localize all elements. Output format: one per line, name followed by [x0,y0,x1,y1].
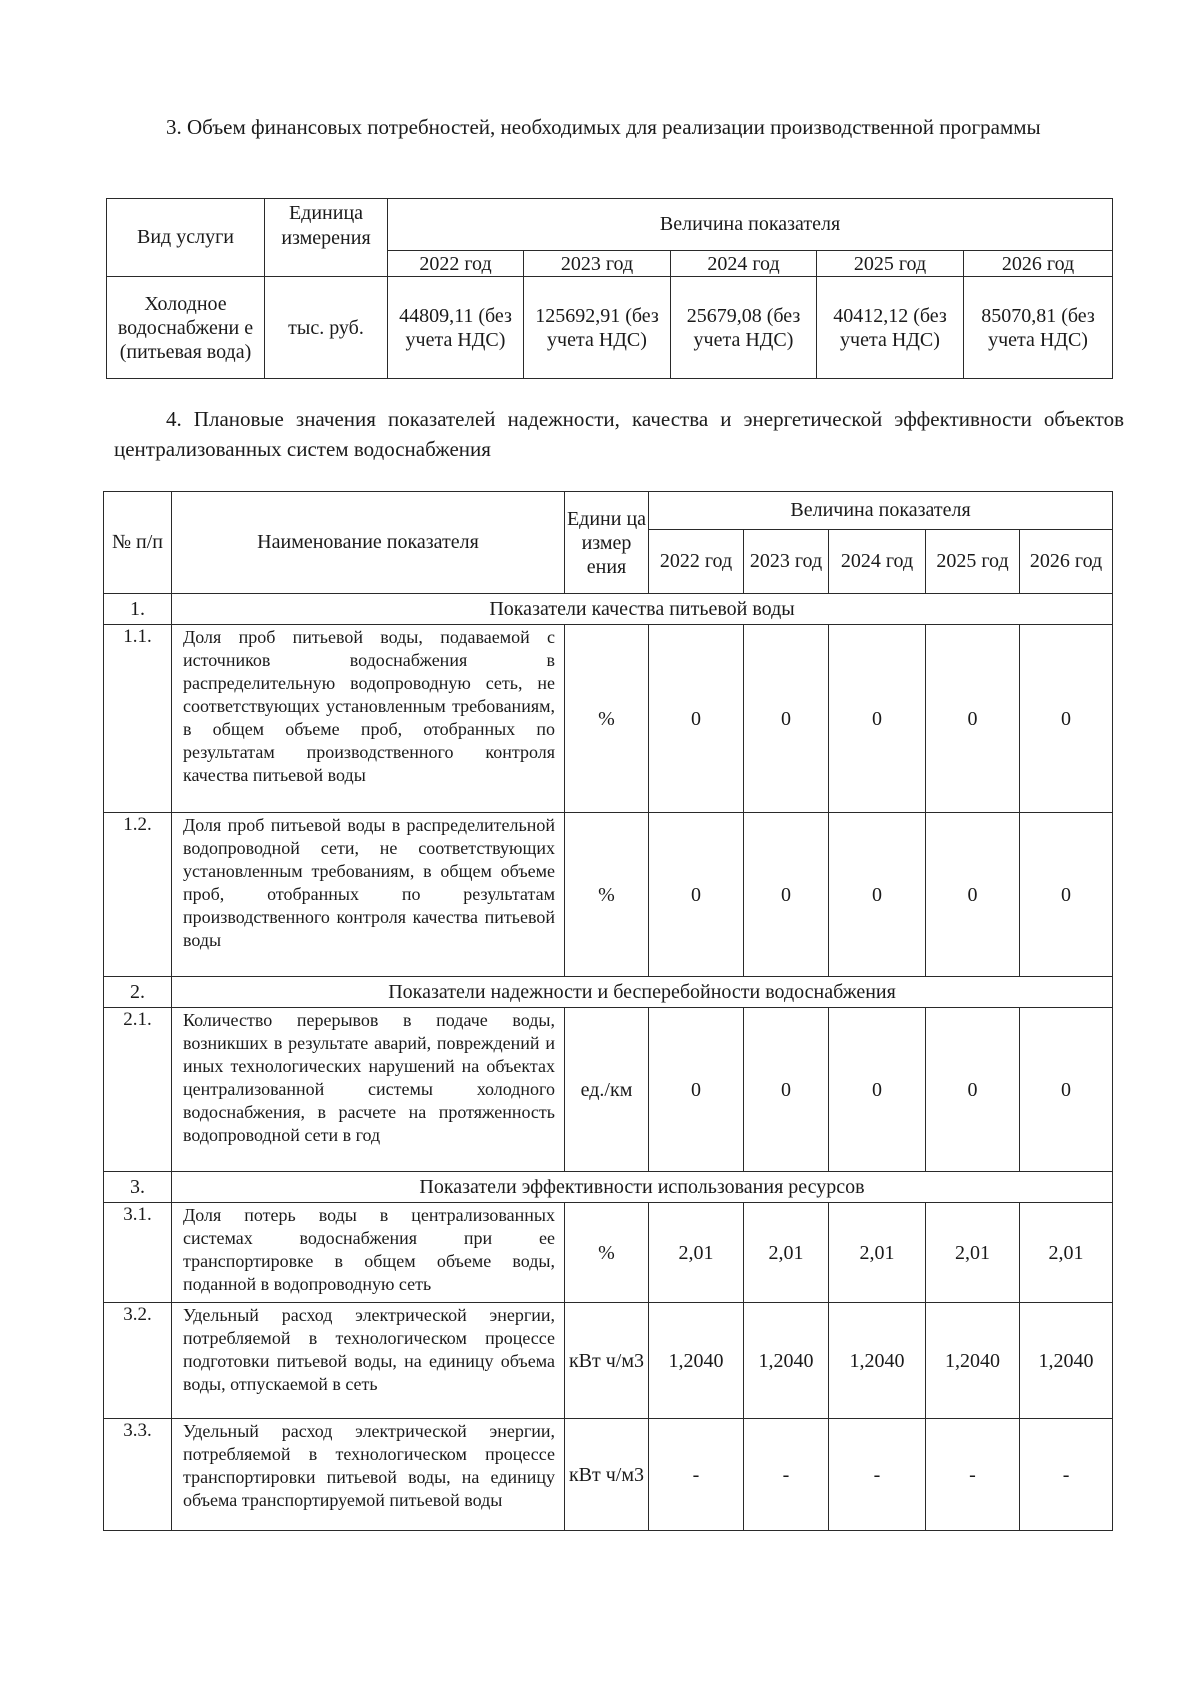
section-3-heading: 3. Объем финансовых потребностей, необходимых для реализации производственной программы [166,115,1041,139]
indicator-unit: % [565,1203,649,1303]
row-number: 1.2. [104,813,172,977]
row-number: 2.1. [104,1008,172,1172]
indicator-value: 0 [829,813,926,977]
row-number: 3.1. [104,1203,172,1303]
indicator-value: 0 [649,813,744,977]
indicator-unit: кВт ч/м3 [565,1419,649,1531]
row-number: 1.1. [104,625,172,813]
indicator-value: 2,01 [744,1203,829,1303]
year-header: 2026 год [1020,530,1113,594]
col-header-unit: Едини ца измер ения [565,492,649,594]
indicator-unit: % [565,625,649,813]
indicator-value: 1,2040 [649,1303,744,1419]
service-value: 40412,12 (без учета НДС) [817,277,964,379]
indicator-value: - [744,1419,829,1531]
indicator-value: 1,2040 [829,1303,926,1419]
indicator-value: 2,01 [1020,1203,1113,1303]
indicator-value: 0 [829,625,926,813]
row-number: 3.3. [104,1419,172,1531]
indicator-value: 0 [1020,625,1113,813]
col-header-value: Величина показателя [388,199,1113,251]
indicator-value: 0 [1020,813,1113,977]
indicator-name: Доля проб питьевой воды в распределительной водопроводной сети, не соответствующих установленным требованиям, в общем объеме проб, отобранных по результатам производственного контроля качества питьевой воды [172,813,565,977]
col-header-value: Величина показателя [649,492,1113,530]
col-header-unit: Единица измерения [265,199,388,277]
indicator-value: 0 [649,1008,744,1172]
group-title: Показатели эффективности использования ресурсов [172,1172,1113,1203]
indicator-name: Количество перерывов в подаче воды, возникших в результате аварий, повреждений и иных технологических нарушений на объектах централизованной системы холодного водоснабжения, в расчете на протяженность водопроводной сети в год [172,1008,565,1172]
indicator-value: - [926,1419,1020,1531]
col-header-service: Вид услуги [107,199,265,277]
indicator-value: - [649,1419,744,1531]
indicator-value: 0 [744,813,829,977]
indicator-name: Доля проб питьевой воды, подаваемой с источников водоснабжения в распределительную водопроводную сеть, не соответствующих установленным требованиям, в общем объеме проб, отобранных по результатам производственного контроля качества питьевой воды [172,625,565,813]
indicator-value: 0 [744,625,829,813]
service-unit: тыс. руб. [265,277,388,379]
service-value: 125692,91 (без учета НДС) [524,277,671,379]
group-title: Показатели надежности и бесперебойности водоснабжения [172,977,1113,1008]
indicator-name: Доля потерь воды в централизованных системах водоснабжения при ее транспортировке в общем объеме воды, поданной в водопроводную сеть [172,1203,565,1303]
indicator-value: 0 [926,625,1020,813]
service-value: 25679,08 (без учета НДС) [671,277,817,379]
indicator-value: 2,01 [829,1203,926,1303]
indicator-name: Удельный расход электрической энергии, потребляемой в технологическом процессе транспортировки питьевой воды, на единицу объема транспортируемой питьевой воды [172,1419,565,1531]
col-header-num: № п/п [104,492,172,594]
year-header: 2025 год [926,530,1020,594]
group-title: Показатели качества питьевой воды [172,594,1113,625]
indicator-unit: кВт ч/м3 [565,1303,649,1419]
indicator-value: 2,01 [649,1203,744,1303]
row-number: 3.2. [104,1303,172,1419]
indicator-value: 0 [649,625,744,813]
service-value: 44809,11 (без учета НДС) [388,277,524,379]
col-header-name: Наименование показателя [172,492,565,594]
indicator-value: 1,2040 [1020,1303,1113,1419]
indicator-value: 0 [829,1008,926,1172]
indicator-value: 0 [744,1008,829,1172]
indicator-unit: ед./км [565,1008,649,1172]
indicator-value: 1,2040 [744,1303,829,1419]
group-number: 2. [104,977,172,1008]
financial-needs-table [106,198,1113,379]
year-header: 2026 год [964,251,1113,277]
year-header: 2022 год [388,251,524,277]
group-number: 3. [104,1172,172,1203]
year-header: 2022 год [649,530,744,594]
indicator-name: Удельный расход электрической энергии, потребляемой в технологическом процессе подготовки питьевой воды, на единицу объема воды, отпускаемой в сеть [172,1303,565,1419]
indicator-unit: % [565,813,649,977]
indicator-value: 0 [926,1008,1020,1172]
indicator-value: - [829,1419,926,1531]
service-name: Холодное водоснабжени е (питьевая вода) [107,277,265,379]
indicator-value: 0 [926,813,1020,977]
indicators-table [103,491,1113,1531]
year-header: 2025 год [817,251,964,277]
service-value: 85070,81 (без учета НДС) [964,277,1113,379]
indicator-value: 2,01 [926,1203,1020,1303]
group-number: 1. [104,594,172,625]
indicator-value: - [1020,1419,1113,1531]
year-header: 2024 год [829,530,926,594]
year-header: 2023 год [744,530,829,594]
year-header: 2023 год [524,251,671,277]
indicator-value: 1,2040 [926,1303,1020,1419]
section-4-heading: 4. Плановые значения показателей надежности, качества и энергетической эффективности объектов централизованных систем водоснабжения [114,407,1124,461]
year-header: 2024 год [671,251,817,277]
indicator-value: 0 [1020,1008,1113,1172]
